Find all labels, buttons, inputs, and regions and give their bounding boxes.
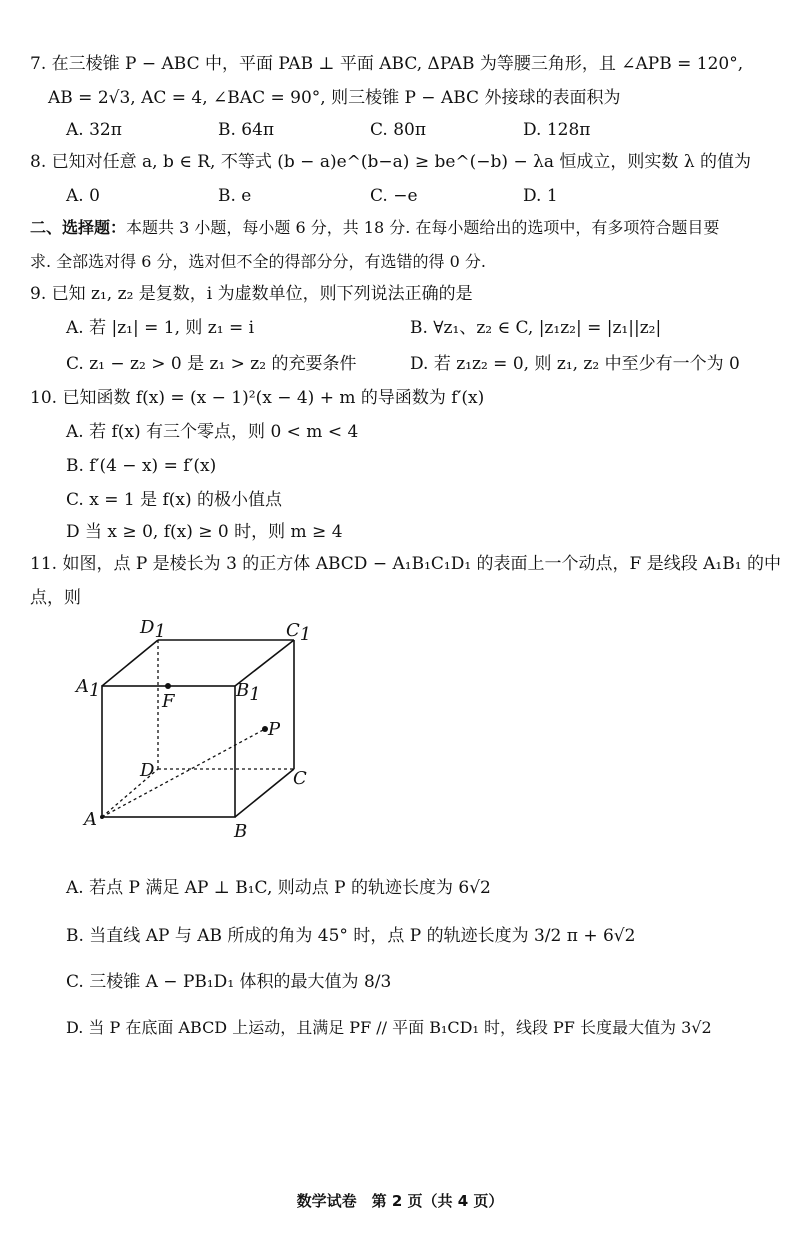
- section2-title: 二、选择题：: [30, 218, 127, 237]
- q10-option-a: A. 若 f(x) 有三个零点，则 0 < m < 4: [66, 422, 359, 442]
- label-a: A: [84, 809, 97, 830]
- section2-instructions-2: 求. 全部选对得 6 分，选对但不全的得部分分，有选错的得 0 分.: [30, 252, 486, 271]
- label-c1: C1: [286, 620, 312, 645]
- label-p: P: [268, 719, 281, 740]
- q10-option-b: B. f′(4 − x) = f′(x): [66, 456, 217, 476]
- q9-option-a: A. 若 |z₁| = 1, 则 z₁ = i: [66, 318, 255, 338]
- q11-option-b: B. 当直线 AP 与 AB 所成的角为 45° 时，点 P 的轨迹长度为 3/2 π + 6√2: [66, 926, 636, 946]
- label-a1: A1: [76, 676, 101, 701]
- q11-stem-line1: 11. 如图，点 P 是棱长为 3 的正方体 ABCD − A₁B₁C₁D₁ 的表面上一个动点，F 是线段 A₁B₁ 的中: [30, 554, 781, 574]
- edge-a1d1: [102, 640, 158, 686]
- q11-option-d: D. 当 P 在底面 ABCD 上运动，且满足 PF // 平面 B₁CD₁ 时，线段 PF 长度最大值为 3√2: [66, 1018, 712, 1037]
- q9-option-d: D. 若 z₁z₂ = 0, 则 z₁, z₂ 中至少有一个为 0: [410, 354, 740, 374]
- q8-stem: 8. 已知对任意 a, b ∈ R, 不等式 (b − a)e^(b−a) ≥ be^(−b) − λa 恒成立，则实数 λ 的值为: [30, 152, 751, 172]
- label-c: C: [293, 768, 307, 789]
- point-a: [100, 815, 104, 819]
- q8-option-c: C. −e: [370, 186, 418, 206]
- label-d: D: [140, 760, 155, 781]
- q8-option-a: A. 0: [66, 186, 100, 206]
- edge-bc: [235, 769, 294, 817]
- q10-option-c: C. x = 1 是 f(x) 的极小值点: [66, 490, 283, 510]
- q11-stem-line2: 点，则: [30, 588, 81, 608]
- label-f: F: [162, 691, 175, 712]
- section2-instructions-1: 本题共 3 小题，每小题 6 分，共 18 分. 在每小题给出的选项中，有多项符合题目要: [126, 218, 720, 237]
- q11-option-a: A. 若点 P 满足 AP ⊥ B₁C, 则动点 P 的轨迹长度为 6√2: [66, 878, 491, 898]
- label-d1: D1: [140, 617, 166, 642]
- point-f: [165, 683, 171, 689]
- label-b1: B1: [236, 680, 261, 705]
- section2-heading-line1: [30, 216, 719, 240]
- page-footer: 数学试卷 第 2 页（共 4 页）: [296, 1192, 504, 1210]
- q7-option-d: D. 128π: [523, 120, 591, 140]
- q7-option-c: C. 80π: [370, 120, 427, 140]
- q7-stem-line2: AB = 2√3, AC = 4, ∠BAC = 90°, 则三棱锥 P − ABC 外接球的表面积为: [48, 88, 621, 108]
- cube-figure: [70, 612, 350, 842]
- q7-option-b: B. 64π: [218, 120, 275, 140]
- label-b: B: [234, 821, 248, 842]
- q8-option-d: D. 1: [523, 186, 558, 206]
- q8-option-b: B. e: [218, 186, 252, 206]
- q11-option-c: C. 三棱锥 A − PB₁D₁ 体积的最大值为 8/3: [66, 972, 392, 992]
- q10-stem: 10. 已知函数 f(x) = (x − 1)²(x − 4) + m 的导函数为 f′(x): [30, 388, 485, 408]
- segment-ap: [102, 729, 265, 817]
- q9-option-b: B. ∀z₁、z₂ ∈ C, |z₁z₂| = |z₁||z₂|: [410, 318, 662, 338]
- q9-option-c: C. z₁ − z₂ > 0 是 z₁ > z₂ 的充要条件: [66, 354, 357, 374]
- q7-option-a: A. 32π: [66, 120, 122, 140]
- q10-option-d: D 当 x ≥ 0, f(x) ≥ 0 时，则 m ≥ 4: [66, 522, 343, 542]
- q9-stem: 9. 已知 z₁, z₂ 是复数，i 为虚数单位，则下列说法正确的是: [30, 284, 473, 304]
- q7-stem-line1: 7. 在三棱锥 P − ABC 中，平面 PAB ⊥ 平面 ABC, ΔPAB 为等腰三角形，且 ∠APB = 120°,: [30, 54, 744, 74]
